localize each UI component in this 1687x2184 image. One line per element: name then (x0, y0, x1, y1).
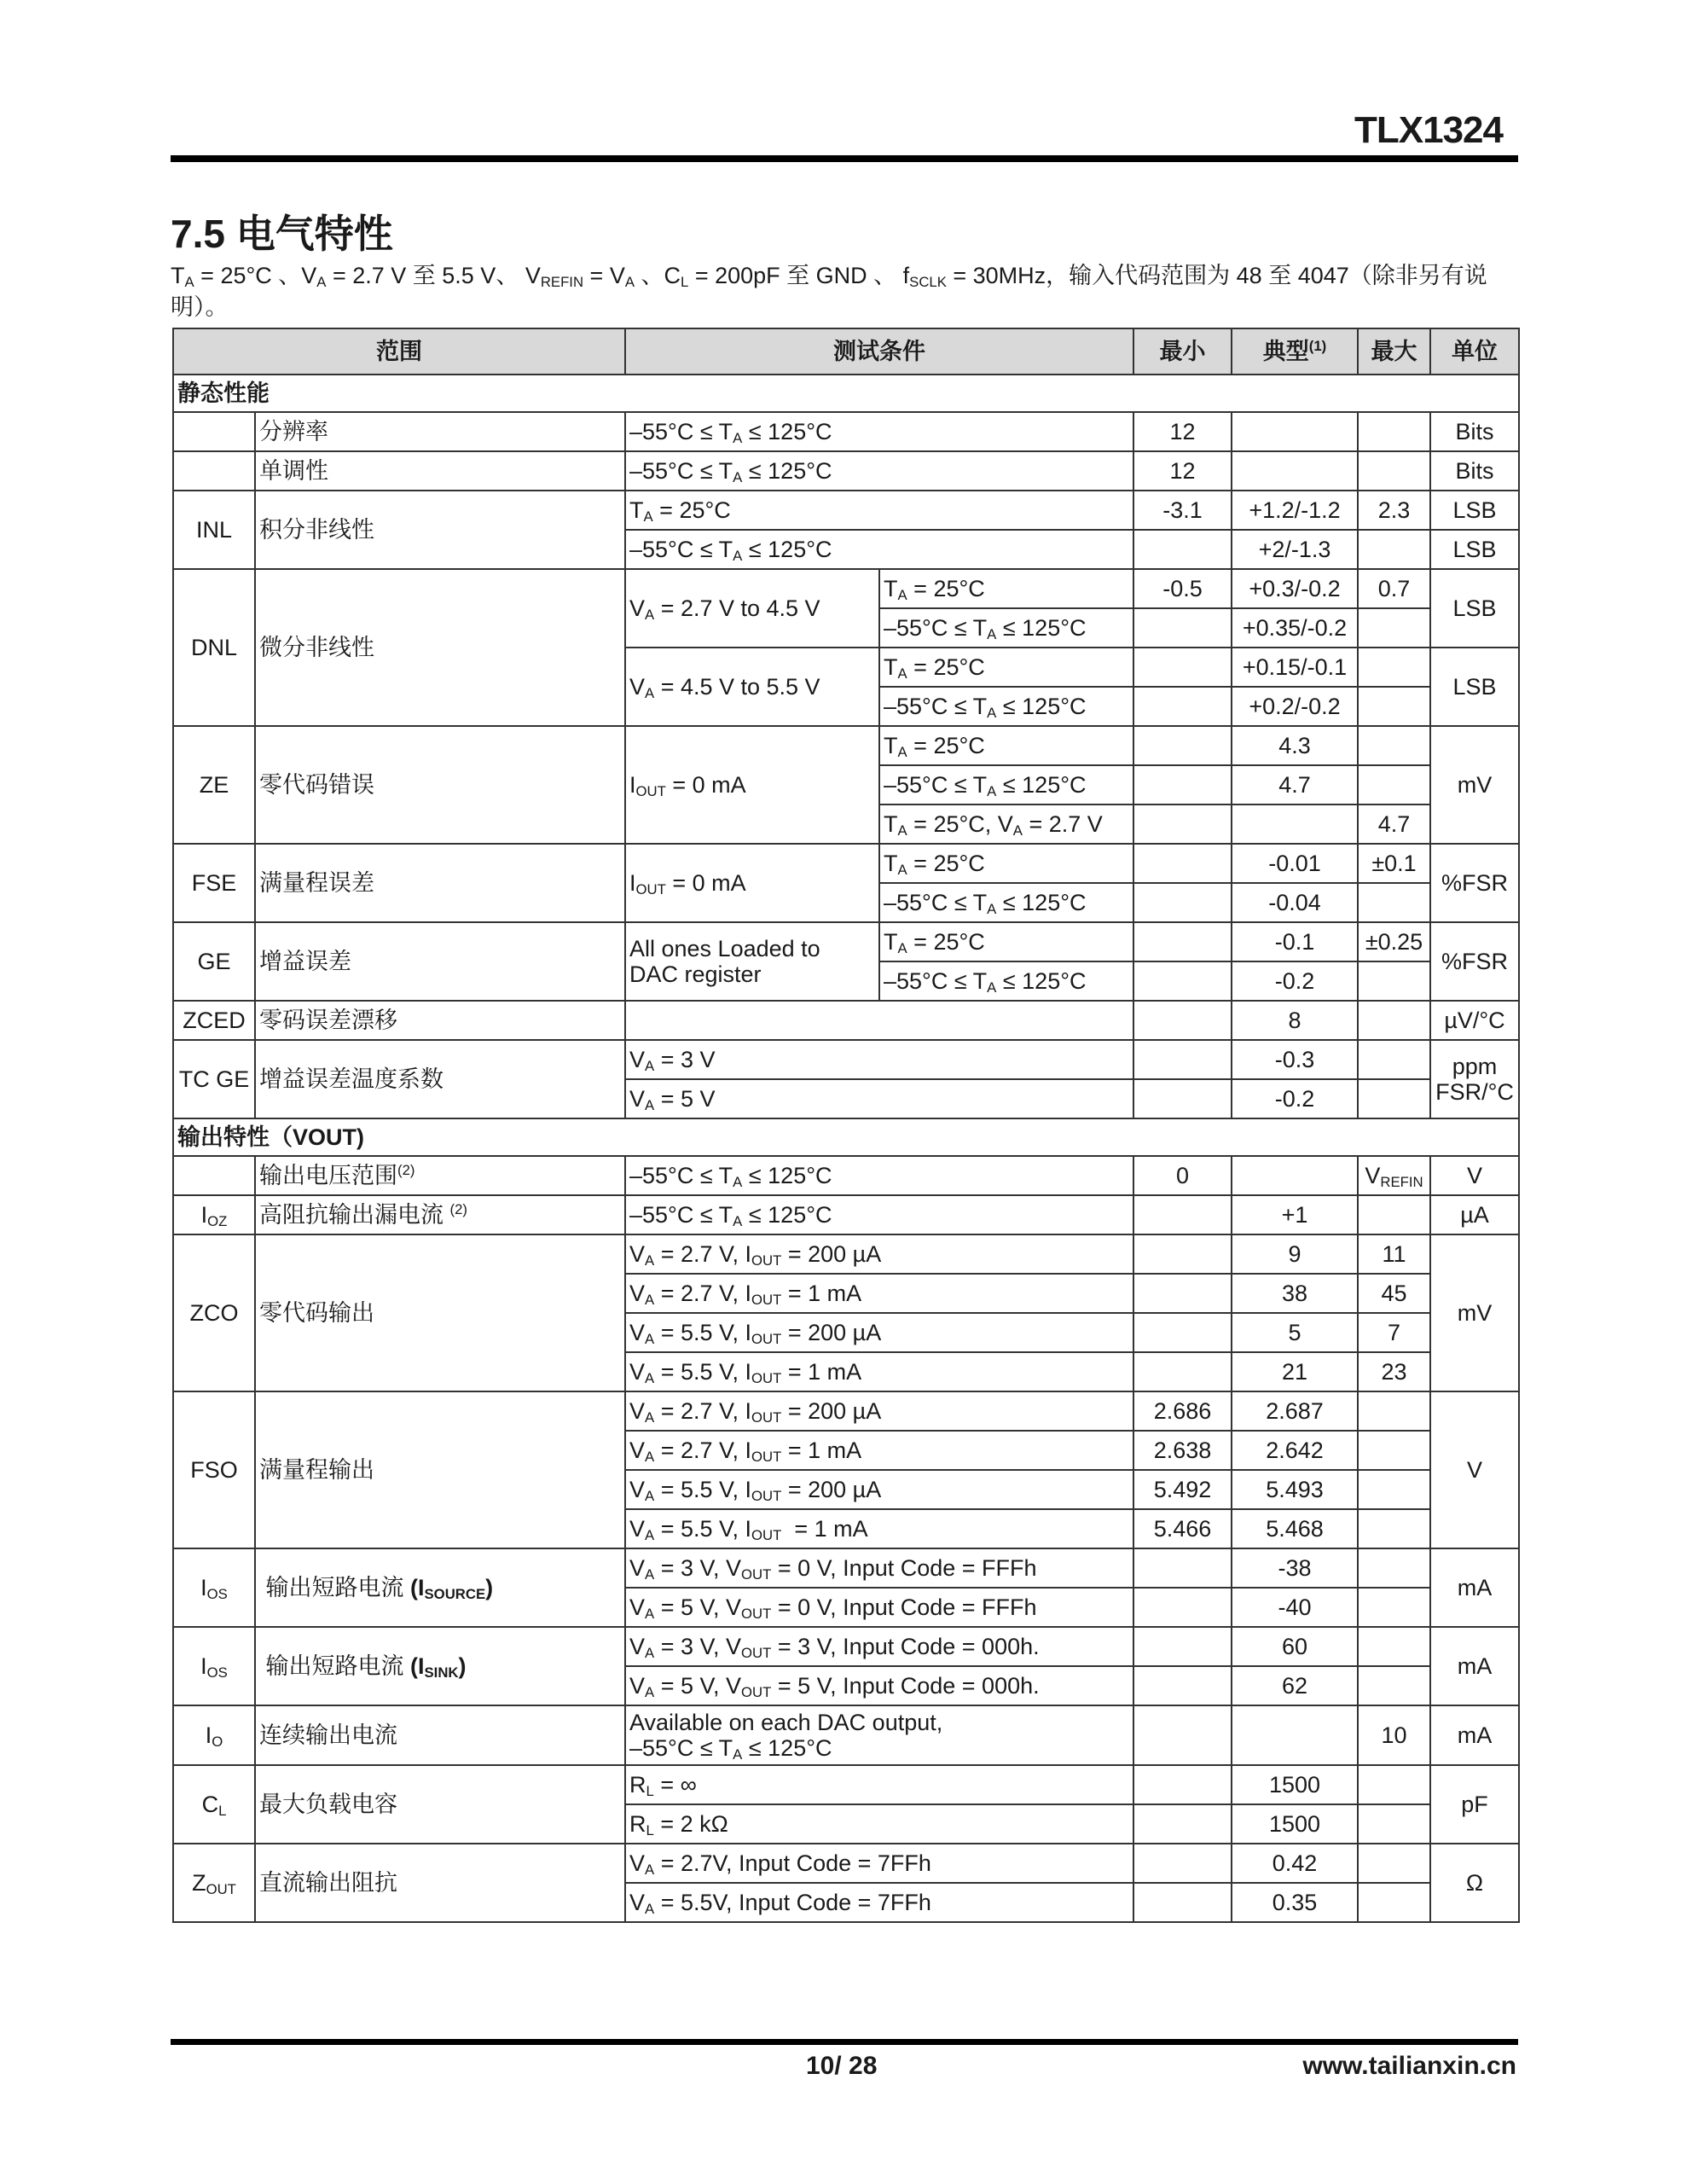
unit-cell: µV/°C (1430, 1001, 1519, 1040)
min-cell (1133, 1195, 1232, 1234)
min-cell (1133, 1234, 1232, 1274)
typ-cell: +1.2/-1.2 (1232, 491, 1358, 530)
symbol-cell: $I_{OS}$ (173, 1548, 255, 1627)
min-cell (1133, 922, 1232, 961)
min-cell: 2.638 (1133, 1431, 1232, 1470)
min-cell (1133, 1804, 1232, 1844)
param-cell: 单调性 (255, 451, 625, 491)
page-number: 10/ 28 (806, 2052, 878, 2080)
condition-cell: $V_A = 2.7$ V, $I_{OUT} = 200$ µA (625, 1234, 1133, 1274)
max-cell (1358, 608, 1430, 648)
condition-cell: $V_A = 3$ V, $V_{OUT} = 3$ V, Input Code = 000h. (625, 1627, 1133, 1666)
typ-cell: -0.1 (1232, 922, 1358, 961)
typ-cell: 4.3 (1232, 726, 1358, 765)
max-cell (1358, 1001, 1430, 1040)
typ-cell: 62 (1232, 1666, 1358, 1705)
min-cell (1133, 1844, 1232, 1883)
table-header-row (173, 328, 1519, 375)
condition-cell: $-55^\circ C \le T_A \le 125^\circ C$ (625, 412, 1133, 451)
min-cell (1133, 726, 1232, 765)
table-row (173, 726, 1519, 765)
condition-cell: $R_L$ = ∞ (625, 1765, 1133, 1804)
typ-label: 典型 (1262, 339, 1309, 364)
section-row-output (173, 1118, 1519, 1156)
col-header-unit: 单位 (1430, 328, 1519, 375)
table-row (173, 922, 1519, 961)
min-cell (1133, 1001, 1232, 1040)
param-cell: 高阻抗输出漏电流 $^{(2)}$ (255, 1195, 625, 1234)
symbol-cell: $C_L$ (173, 1765, 255, 1844)
typ-cell: 1500 (1232, 1804, 1358, 1844)
unit-cell: V (1430, 1156, 1519, 1195)
sub-condition-cell: $T_A = 25^\circ C$ (879, 726, 1133, 765)
typ-cell: +0.3/-0.2 (1232, 569, 1358, 608)
table-row (173, 1040, 1519, 1079)
max-cell: 45 (1358, 1274, 1430, 1313)
condition-cell: $T_A = 25^\circ C$ (625, 491, 1133, 530)
typ-cell: +0.35/-0.2 (1232, 608, 1358, 648)
condition-cell: $I_{OUT} = 0$ mA (625, 844, 879, 922)
unit-cell: %FSR (1430, 844, 1519, 922)
min-cell (1133, 1666, 1232, 1705)
symbol-cell: $I_O$ (173, 1705, 255, 1765)
max-cell (1358, 1765, 1430, 1804)
typ-cell (1232, 804, 1358, 844)
min-cell: -0.5 (1133, 569, 1232, 608)
symbol-cell: GE (173, 922, 255, 1001)
max-cell (1358, 1883, 1430, 1922)
typ-cell: 1500 (1232, 1765, 1358, 1804)
condition-cell: $V_A = 2.7$ V, $I_{OUT} = 1$ mA (625, 1274, 1133, 1313)
symbol-cell: ZE (173, 726, 255, 844)
typ-cell (1232, 451, 1358, 491)
min-cell (1133, 883, 1232, 922)
max-cell (1358, 412, 1430, 451)
min-cell (1133, 844, 1232, 883)
param-cell: 直流输出阻抗 (255, 1844, 625, 1922)
typ-cell (1232, 1705, 1358, 1765)
typ-cell: +0.2/-0.2 (1232, 687, 1358, 726)
condition-cell (625, 1001, 1133, 1040)
unit-cell: Bits (1430, 451, 1519, 491)
min-cell (1133, 530, 1232, 569)
typ-cell: 0.42 (1232, 1844, 1358, 1883)
typ-cell: 21 (1232, 1352, 1358, 1391)
typ-cell: 8 (1232, 1001, 1358, 1040)
condition-cell: $I_{OUT} = 0$ mA (625, 726, 879, 844)
unit-cell: Ω (1430, 1844, 1519, 1922)
typ-cell: -40 (1232, 1588, 1358, 1627)
param-cell: 输出短路电流 $(I_{SINK})$ (255, 1627, 625, 1705)
condition-cell: $R_L = 2$ kΩ (625, 1804, 1133, 1844)
symbol-cell: TC GE (173, 1040, 255, 1118)
max-cell (1358, 726, 1430, 765)
condition-cell: $V_A = 5$ V, $V_{OUT} = 0$ V, Input Code = FFFh (625, 1588, 1133, 1627)
condition-cell: $-55^\circ C \le T_A \le 125^\circ C$ (625, 1195, 1133, 1234)
typ-cell: 2.642 (1232, 1431, 1358, 1470)
sub-condition-cell: $T_A = 25^\circ C$ (879, 569, 1133, 608)
param-cell: 满量程输出 (255, 1391, 625, 1548)
min-cell: 2.686 (1133, 1391, 1232, 1431)
typ-cell: +0.15/-0.1 (1232, 648, 1358, 687)
typ-cell: -0.01 (1232, 844, 1358, 883)
col-header-param: 范围 (173, 328, 625, 375)
min-cell (1133, 1765, 1232, 1804)
min-cell (1133, 1705, 1232, 1765)
max-cell: $V_{REFIN}$ (1358, 1156, 1430, 1195)
table-row (173, 1548, 1519, 1588)
unit-cell: V (1430, 1391, 1519, 1548)
unit-cell: Bits (1430, 412, 1519, 451)
col-header-min: 最小 (1133, 328, 1232, 375)
max-cell (1358, 1627, 1430, 1666)
condition-cell: $V_A = 3$ V, $V_{OUT} = 0$ V, Input Code = FFFh (625, 1548, 1133, 1588)
max-cell (1358, 530, 1430, 569)
max-cell (1358, 1079, 1430, 1118)
unit-cell: pF (1430, 1765, 1519, 1844)
sub-condition-cell: $-55^\circ C \le T_A \le 125^\circ C$ (879, 608, 1133, 648)
section-label: 输出特性（VOUT) (173, 1118, 1519, 1156)
unit-cell: LSB (1430, 491, 1519, 530)
max-cell: ±0.1 (1358, 844, 1430, 883)
section-row-static (173, 375, 1519, 412)
min-cell (1133, 804, 1232, 844)
typ-cell: 4.7 (1232, 765, 1358, 804)
typ-cell: 5.468 (1232, 1509, 1358, 1548)
sub-condition-cell: $-55^\circ C \le T_A \le 125^\circ C$ (879, 961, 1133, 1001)
max-cell (1358, 1804, 1430, 1844)
section-label: 静态性能 (173, 375, 1519, 412)
header-rule (171, 155, 1518, 162)
condition-cell: $V_A = 5.5$ V, $I_{OUT} = 200$ µA (625, 1313, 1133, 1352)
condition-cell: $V_A = 5.5$ V, $I_{OUT} = 1$ mA (625, 1509, 1133, 1548)
symbol-cell (173, 412, 255, 451)
min-cell (1133, 608, 1232, 648)
min-cell (1133, 648, 1232, 687)
min-cell: 5.466 (1133, 1509, 1232, 1548)
max-cell: 11 (1358, 1234, 1430, 1274)
condition-cell: $-55^\circ C \le T_A \le 125^\circ C$ (625, 530, 1133, 569)
max-cell (1358, 1509, 1430, 1548)
unit-cell: %FSR (1430, 922, 1519, 1001)
sub-condition-cell: $T_A = 25^\circ C$ (879, 648, 1133, 687)
condition-cell: All ones Loaded to DAC register (625, 922, 879, 1001)
symbol-cell: DNL (173, 569, 255, 726)
max-cell (1358, 1391, 1430, 1431)
typ-cell: 2.687 (1232, 1391, 1358, 1431)
param-cell: 分辨率 (255, 412, 625, 451)
condition-cell: $V_A = 5.5V$, Input Code = 7FFh (625, 1883, 1133, 1922)
max-cell (1358, 1548, 1430, 1588)
max-cell: 2.3 (1358, 491, 1430, 530)
min-cell (1133, 1548, 1232, 1588)
max-cell (1358, 1588, 1430, 1627)
max-cell (1358, 1040, 1430, 1079)
param-cell: 零代码错误 (255, 726, 625, 844)
symbol-cell: ZCO (173, 1234, 255, 1391)
symbol-cell: FSE (173, 844, 255, 922)
symbol-cell: $Z_{OUT}$ (173, 1844, 255, 1922)
min-cell (1133, 1588, 1232, 1627)
typ-cell: 5 (1232, 1313, 1358, 1352)
max-cell (1358, 961, 1430, 1001)
min-cell (1133, 961, 1232, 1001)
param-cell: 零码误差漂移 (255, 1001, 625, 1040)
symbol-cell (173, 1156, 255, 1195)
unit-cell: mV (1430, 726, 1519, 844)
max-cell: 10 (1358, 1705, 1430, 1765)
col-header-conditions: 测试条件 (625, 328, 1133, 375)
typ-cell: -38 (1232, 1548, 1358, 1588)
max-cell (1358, 765, 1430, 804)
footer-rule (171, 2039, 1518, 2045)
max-cell (1358, 1666, 1430, 1705)
min-cell (1133, 1079, 1232, 1118)
max-cell (1358, 1195, 1430, 1234)
condition-cell: $-55^\circ C \le T_A \le 125^\circ C$ (625, 1156, 1133, 1195)
max-cell (1358, 1844, 1430, 1883)
unit-cell: LSB (1430, 569, 1519, 648)
sub-condition-cell: $-55^\circ C \le T_A \le 125^\circ C$ (879, 687, 1133, 726)
typ-cell: 60 (1232, 1627, 1358, 1666)
table-row (173, 412, 1519, 451)
max-cell: 7 (1358, 1313, 1430, 1352)
symbol-cell: INL (173, 491, 255, 569)
condition-cell: $V_A = 4.5$ V to 5.5 V (625, 648, 879, 726)
sub-condition-cell: $T_A = 25^\circ C$ (879, 844, 1133, 883)
unit-cell: LSB (1430, 530, 1519, 569)
min-cell: 12 (1133, 451, 1232, 491)
symbol-cell: $I_{OZ}$ (173, 1195, 255, 1234)
test-conditions-intro: $T_A = 25^\circ C$ 、$V_A = 2.7$ V 至 5.5 V、 $V_{REFIN} = V_A$ 、$C_L = 200pF$ 至 GND 、 $f_{SCLK} = 30MHz$，输入代码范围为 48 至 4047（除非另有说明）。 (171, 263, 1487, 320)
condition-cell: $V_A = 2.7$ V, $I_{OUT} = 1$ mA (625, 1431, 1133, 1470)
symbol-cell: $I_{OS}$ (173, 1627, 255, 1705)
unit-cell: ppm FSR/°C (1430, 1040, 1519, 1118)
table-row (173, 491, 1519, 530)
typ-cell: -0.04 (1232, 883, 1358, 922)
table-row (173, 1705, 1519, 1765)
typ-cell (1232, 1156, 1358, 1195)
condition-cell: Available on each DAC output, $-55^\circ C \le T_A \le 125^\circ C$ (625, 1705, 1133, 1765)
unit-cell: mA (1430, 1548, 1519, 1627)
sub-condition-cell: $-55^\circ C \le T_A \le 125^\circ C$ (879, 883, 1133, 922)
condition-cell: $V_A = 5.5$ V, $I_{OUT} = 200$ µA (625, 1470, 1133, 1509)
min-cell (1133, 1627, 1232, 1666)
max-cell (1358, 1431, 1430, 1470)
min-cell: 12 (1133, 412, 1232, 451)
unit-cell: µA (1430, 1195, 1519, 1234)
max-cell: ±0.25 (1358, 922, 1430, 961)
param-cell: 连续输出电流 (255, 1705, 625, 1765)
col-header-typ (1232, 328, 1358, 375)
table-row (173, 844, 1519, 883)
table-row (173, 1234, 1519, 1274)
typ-cell: +1 (1232, 1195, 1358, 1234)
typ-footnote: (1) (1308, 337, 1327, 354)
condition-cell: $V_A = 5.5$ V, $I_{OUT} = 1$ mA (625, 1352, 1133, 1391)
max-cell: 4.7 (1358, 804, 1430, 844)
typ-cell: -0.2 (1232, 1079, 1358, 1118)
condition-cell: $V_A = 2.7V$, Input Code = 7FFh (625, 1844, 1133, 1883)
sub-condition-cell: $-55^\circ C \le T_A \le 125^\circ C$ (879, 765, 1133, 804)
param-cell: 增益误差温度系数 (255, 1040, 625, 1118)
table-row (173, 1156, 1519, 1195)
website-link[interactable]: www.tailianxin.cn (1302, 2052, 1516, 2080)
param-cell: 最大负载电容 (255, 1765, 625, 1844)
max-cell (1358, 1470, 1430, 1509)
symbol-cell: FSO (173, 1391, 255, 1548)
max-cell: 23 (1358, 1352, 1430, 1391)
min-cell (1133, 765, 1232, 804)
min-cell (1133, 1313, 1232, 1352)
param-cell: 输出电压范围$^{(2)}$ (255, 1156, 625, 1195)
unit-cell: LSB (1430, 648, 1519, 726)
unit-cell: mA (1430, 1627, 1519, 1705)
condition-cell: $-55^\circ C \le T_A \le 125^\circ C$ (625, 451, 1133, 491)
max-cell (1358, 648, 1430, 687)
table-row (173, 1195, 1519, 1234)
min-cell: -3.1 (1133, 491, 1232, 530)
typ-cell (1232, 412, 1358, 451)
table-row (173, 569, 1519, 608)
max-cell (1358, 883, 1430, 922)
table-row (173, 451, 1519, 491)
table-row (173, 1001, 1519, 1040)
max-cell (1358, 451, 1430, 491)
condition-cell: $V_A = 2.7$ V, $I_{OUT} = 200$ µA (625, 1391, 1133, 1431)
unit-cell: mV (1430, 1234, 1519, 1391)
typ-cell: 9 (1232, 1234, 1358, 1274)
min-cell (1133, 687, 1232, 726)
param-cell: 满量程误差 (255, 844, 625, 922)
max-cell (1358, 687, 1430, 726)
typ-cell: +2/-1.3 (1232, 530, 1358, 569)
typ-cell: 0.35 (1232, 1883, 1358, 1922)
param-cell: 积分非线性 (255, 491, 625, 569)
symbol-cell (173, 451, 255, 491)
sub-condition-cell: $T_A = 25^\circ C$, $V_A = 2.7$ V (879, 804, 1133, 844)
electrical-characteristics-table (172, 328, 1520, 1923)
typ-cell: -0.3 (1232, 1040, 1358, 1079)
param-cell: 输出短路电流 $(I_{SOURCE})$ (255, 1548, 625, 1627)
condition-cell: $V_A = 3$ V (625, 1040, 1133, 1079)
table-row (173, 1391, 1519, 1431)
min-cell (1133, 1352, 1232, 1391)
condition-cell: $V_A = 5$ V (625, 1079, 1133, 1118)
min-cell (1133, 1883, 1232, 1922)
param-cell: 增益误差 (255, 922, 625, 1001)
table-row (173, 1844, 1519, 1883)
section-title: 7.5 电气特性 (171, 212, 393, 256)
unit-cell: mA (1430, 1705, 1519, 1765)
min-cell: 5.492 (1133, 1470, 1232, 1509)
max-cell: 0.7 (1358, 569, 1430, 608)
typ-cell: 5.493 (1232, 1470, 1358, 1509)
table-row (173, 1627, 1519, 1666)
param-cell: 微分非线性 (255, 569, 625, 726)
col-header-max: 最大 (1358, 328, 1430, 375)
min-cell (1133, 1040, 1232, 1079)
typ-cell: -0.2 (1232, 961, 1358, 1001)
param-cell: 零代码输出 (255, 1234, 625, 1391)
sub-condition-cell: $T_A = 25^\circ C$ (879, 922, 1133, 961)
condition-cell: $V_A = 2.7$ V to 4.5 V (625, 569, 879, 648)
table-row (173, 1765, 1519, 1804)
condition-cell: $V_A = 5$ V, $V_{OUT} = 5$ V, Input Code = 000h. (625, 1666, 1133, 1705)
part-number: TLX1324 (1354, 109, 1503, 151)
min-cell (1133, 1274, 1232, 1313)
symbol-cell: ZCED (173, 1001, 255, 1040)
typ-cell: 38 (1232, 1274, 1358, 1313)
min-cell: 0 (1133, 1156, 1232, 1195)
